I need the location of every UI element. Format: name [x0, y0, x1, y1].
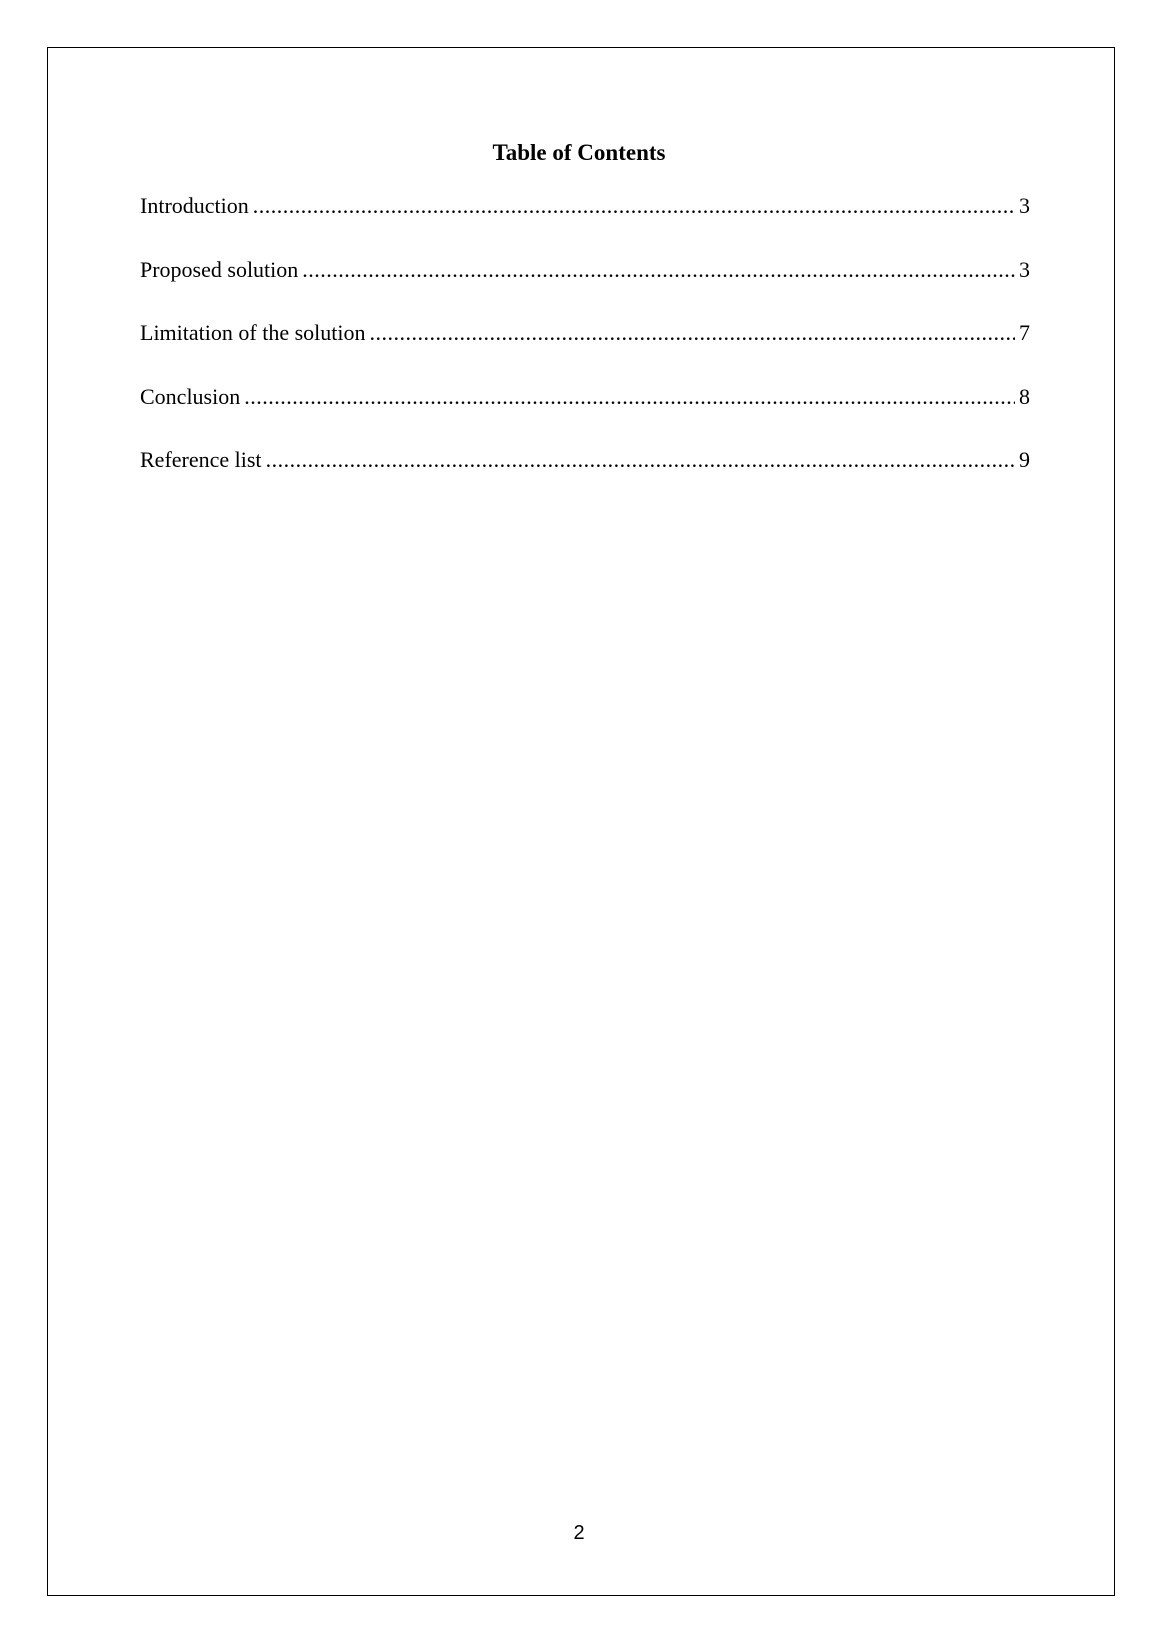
toc-entry-proposed-solution[interactable] [140, 254, 1030, 286]
toc-entry-label: Limitation of the solution [140, 320, 366, 345]
toc-entry-page: 9 [1019, 447, 1030, 472]
toc-entry-label: Conclusion [140, 383, 241, 409]
page-number: 2 [573, 1522, 585, 1544]
table-of-contents [140, 190, 1030, 508]
toc-entry-page: 7 [1019, 320, 1030, 345]
toc-entry-page: 3 [1019, 193, 1030, 218]
toc-dot-leader [253, 190, 1015, 222]
toc-dot-leader [369, 317, 1015, 349]
toc-entry-page: 3 [1019, 256, 1030, 282]
toc-entry-page: 8 [1019, 383, 1030, 409]
toc-entry-introduction[interactable] [140, 190, 1030, 222]
toc-dot-leader [266, 444, 1015, 476]
toc-entry-limitation[interactable] [140, 317, 1030, 349]
toc-dot-leader [302, 254, 1015, 286]
toc-entry-label: Proposed solution [140, 256, 299, 282]
toc-dot-leader [244, 381, 1015, 413]
toc-entry-label: Reference list [140, 447, 262, 472]
toc-entry-label: Introduction [140, 193, 249, 218]
toc-entry-reference-list[interactable] [140, 444, 1030, 476]
toc-entry-conclusion[interactable] [140, 381, 1030, 413]
toc-title: Table of Contents [492, 140, 666, 165]
